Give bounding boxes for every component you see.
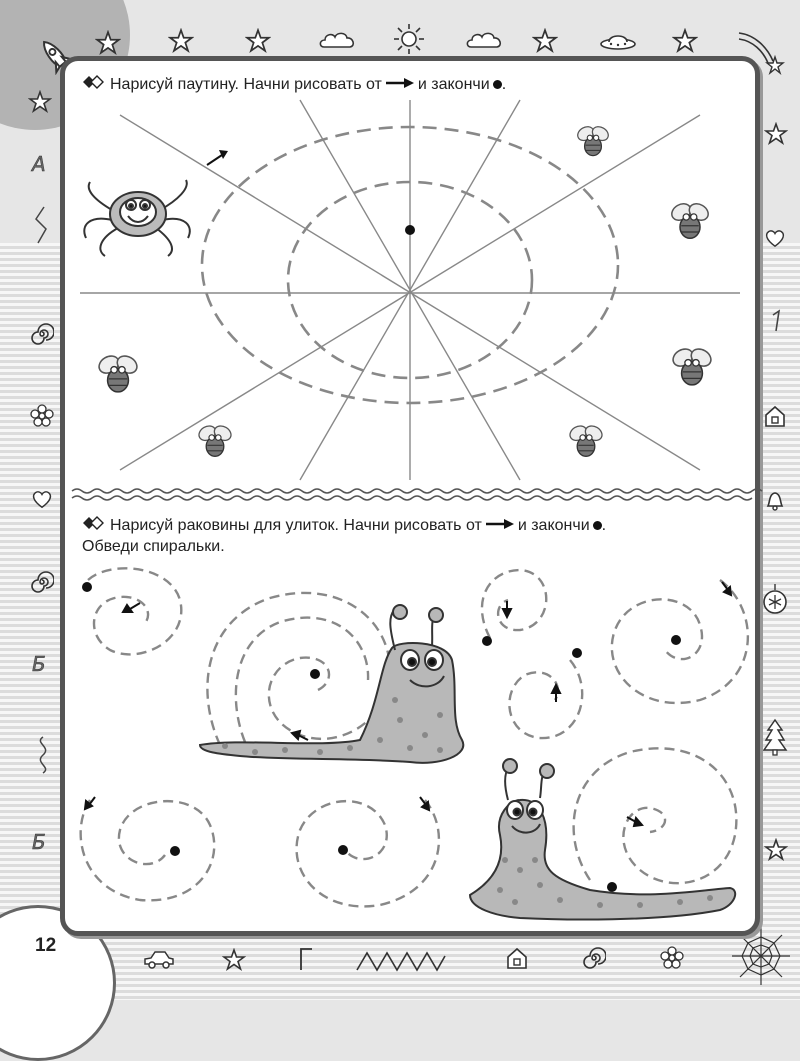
fly-illustration [196, 423, 233, 456]
spiral-trace [509, 660, 582, 738]
wavy-divider [72, 489, 762, 500]
exercise2-text-end: и закончи [517, 517, 590, 534]
letter-a: А [32, 152, 46, 176]
web-start-arrow [207, 150, 228, 165]
web-end-dot [405, 225, 415, 235]
fly-illustration [670, 346, 714, 385]
exercise1-text-end: и закончи [417, 76, 490, 93]
fly-illustration [96, 353, 140, 392]
snail-shell-traces [207, 593, 736, 883]
spider-illustration [84, 180, 190, 256]
spiral-trace [482, 570, 546, 638]
letter-b-lower: Б [32, 830, 46, 854]
fly-illustration [669, 201, 711, 239]
exercise1-text: Нарисуй паутину. Начни рисовать от [110, 76, 382, 93]
spiral-trace [88, 568, 181, 654]
page-number: 12 [35, 935, 57, 956]
snail-illustration [470, 759, 735, 920]
exercise1-instruction: Нарисуй паутину. Начни рисовать от и закончи . [82, 74, 506, 95]
spiral-trace [297, 800, 439, 906]
exercise2-text: Нарисуй раковины для улиток. Начни рисовать от [110, 517, 482, 534]
exercise2-line2: Обведи спиральки. [82, 538, 225, 556]
exercise2-instruction: Нарисуй раковины для улиток. Начни рисовать от и закончи . Обведи спиральки. [82, 517, 607, 556]
spider-web [80, 100, 740, 480]
spiral-trace [81, 800, 215, 900]
fly-illustration [567, 423, 604, 456]
letter-b-upper: Б [32, 652, 46, 676]
fly-illustration [575, 124, 611, 156]
